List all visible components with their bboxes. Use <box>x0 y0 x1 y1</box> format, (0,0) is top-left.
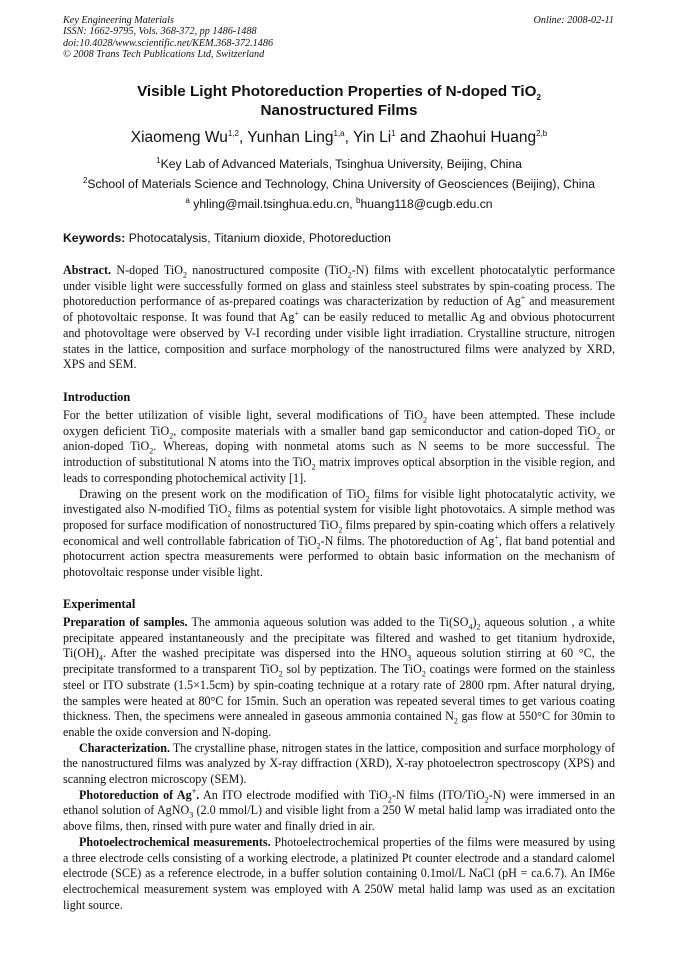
subsection-label: Photoelectrochemical measurements. <box>79 834 271 849</box>
title-line-1 <box>63 82 615 101</box>
subscript: 2 <box>421 669 426 679</box>
author-affil-mark: 2,b <box>536 128 548 138</box>
subscript: 4 <box>98 653 103 663</box>
journal-header <box>63 15 273 61</box>
subscript: 2 <box>311 462 316 472</box>
subsection-label <box>79 788 199 802</box>
text-run: or anion-doped TiO <box>63 423 615 454</box>
subscript: 2 <box>476 622 481 632</box>
subscript: 2 <box>182 270 187 280</box>
author-affil-mark: 1,2 <box>227 128 239 138</box>
affil-text: Key Lab of Advanced Materials, Tsinghua University, Beijing, China <box>160 157 522 171</box>
text-run: -N films. The photoreduction of Ag <box>320 533 495 548</box>
superscript: + <box>294 309 299 319</box>
subscript: 3 <box>407 653 412 663</box>
section-heading-experimental: Experimental <box>63 597 136 611</box>
author-list <box>63 128 615 148</box>
subscript: 2 <box>365 493 370 503</box>
paragraph <box>63 615 615 741</box>
text-run: , flat band potential and photocurrent action spectra measurements were performed to obtain basic information on the mechanism of photovoltaic response under visible light. <box>63 533 615 580</box>
subscript: 2 <box>316 541 321 551</box>
subsection-label: Preparation of samples. <box>63 615 188 629</box>
subscript: 2 <box>387 795 392 805</box>
author-separator: , <box>238 129 248 146</box>
introduction-body <box>63 408 615 581</box>
subscript: 2 <box>347 270 352 280</box>
paragraph <box>63 835 615 914</box>
abstract <box>63 263 615 373</box>
subscript: 3 <box>189 810 194 820</box>
paragraph <box>63 788 615 835</box>
author-emails <box>40 197 638 212</box>
text-run: N-doped TiO <box>111 263 183 277</box>
superscript: + <box>520 293 526 303</box>
paper-title <box>63 82 615 120</box>
text-run: Drawing on the present work on the modification of TiO <box>79 486 366 501</box>
text-run: An ITO electrode modified with TiO <box>199 787 388 802</box>
text-run: -N) were immersed in an ethanol solution of AgNO <box>63 787 616 818</box>
text-run: coatings were formed on the stainless steel or ITO substrate (1.5×1.5cm) by spin-coating technique at a rotary rate of 2800 rpm. After natural drying, the samples were heated at 80°C for 15min. Such an operation was repeated several times to get various coating thickness. Then, the specimens were annealed in gaseous ammonia contained N <box>63 662 616 724</box>
keywords <box>63 231 615 246</box>
text-run: ) <box>472 615 477 629</box>
author-name: Xiaomeng Wu <box>130 129 228 146</box>
subscript: 2 <box>596 431 601 441</box>
journal-copyright: © 2008 Trans Tech Publications Ltd, Switzerland <box>63 49 265 61</box>
text-run: films as potential system for visible light photovotaics. A simple method was proposed for surface modification of nonostructured TiO <box>63 502 615 532</box>
author-name: Zhaohui Huang <box>430 129 537 146</box>
email-link[interactable]: huang118@cugb.edu.cn <box>360 197 493 211</box>
affil-mark: 2 <box>82 175 88 185</box>
email-mark: a <box>185 195 190 205</box>
email-mark: b <box>356 195 361 205</box>
title-line-2: Nanostructured Films <box>260 102 418 119</box>
text-run: Photoelectrochemical properties of the films were measured by using a three electrode cells consisting of a working electrode, a platinized Pt counter electrode and a standard calomel electrode (SCE) as a reference electrode, in a buffer solution containing 0.1mol/L NaCl (pH = ca.6.7). An IM6e electrochemical measurement system was employed with A 250W metal halid lamp was used as an excitation light source. <box>63 834 615 912</box>
keywords-label: Keywords: <box>63 231 126 245</box>
text-run: can be easily reduced to metallic Ag and obvious photocurrent and photovoltage were observed by V-I recording under visible light irradiation. Crystalline structure, nitrogen states in the lattice, composition and surface morphology of the nanostructured films were analyzed by XRD, XPS and SEM. <box>63 310 615 372</box>
paragraph <box>63 741 615 788</box>
affil-text: School of Materials Science and Technology, China University of Geosciences (Beijing), China <box>87 177 596 191</box>
text-run: , composite materials with a smaller band gap semiconductor and cation-doped TiO <box>173 423 597 438</box>
journal-name: Key Engineering Materials <box>63 15 174 26</box>
author-affil-mark: 1,a <box>333 128 345 138</box>
paragraph <box>63 487 615 581</box>
subscript: 2 <box>278 669 283 679</box>
text-run: For the better utilization of visible light, several modifications of TiO <box>63 408 424 422</box>
subsection-label: Characterization. <box>79 740 171 755</box>
journal-doi: doi:10.4028/www.scientific.net/KEM.368-372.1486 <box>63 37 274 49</box>
text-run: . After the washed precipitate was dispersed into the HNO <box>102 646 408 661</box>
label-text: Photoreduction of Ag <box>79 787 192 802</box>
experimental-body <box>63 615 615 913</box>
superscript: + <box>494 532 499 542</box>
section-heading-introduction: Introduction <box>63 390 131 404</box>
text-run: (2.0 mmol/L) and visible light from a 250 W metal halid lamp was irradiated onto the above films, then, rinsed with pure water and finally dried in air. <box>63 803 615 834</box>
subscript: 2 <box>227 509 232 519</box>
text-run: aqueous solution stirring at 60 °C, the precipitate transformed to a transparent TiO <box>63 646 615 677</box>
text-run: aqueous solution , a white precipitate appeared instantaneously and the precipitate was filtered and washed to get titanium hydroxide, Ti(OH) <box>63 615 616 661</box>
affiliation-2 <box>40 177 638 192</box>
text-run: gas flow at 550°C for 30min to enable the oxide conversion and N-doping. <box>63 709 616 739</box>
text-run: and measurement of photovoltaic response. It was found that Ag <box>63 294 615 325</box>
label-text: . <box>196 787 200 802</box>
text-run: . Whereas, doping with nonmetal atoms such as N seems to be more successful. The introduction of substitutional N atoms into the TiO <box>63 439 615 470</box>
subscript: 2 <box>453 716 458 726</box>
text-run: matrix improves optical absorption in the visible region, and leads to corresponding photochemical activity [1]. <box>63 455 615 485</box>
superscript: + <box>191 786 197 796</box>
text-run: films for visible light photocatalytic activity, we investigated also N-modified TiO <box>63 486 615 517</box>
subscript: 2 <box>484 795 489 805</box>
online-date: Online: 2008-02-11 <box>533 15 614 26</box>
keywords-text: Photocatalysis, Titanium dioxide, Photoreduction <box>125 231 391 245</box>
journal-issn: ISSN: 1662-9795, Vols. 368-372, pp 1486-1488 <box>63 26 257 38</box>
text-run: nanostructured composite (TiO <box>186 263 348 277</box>
author-separator: and <box>395 129 431 146</box>
subscript: 2 <box>169 431 174 441</box>
text-run: -N films (ITO/TiO <box>391 787 485 802</box>
author-affil-mark: 1 <box>391 128 396 138</box>
subscript: 2 <box>149 446 154 456</box>
text-run: The crystalline phase, nitrogen states in the lattice, composition and surface morphology of the nanostructured films was analyzed by X-ray diffraction (XRD), X-ray photoelectron spectroscopy (XPS) and scanning electron microscopy (SEM). <box>63 740 615 787</box>
paragraph <box>63 408 615 487</box>
text-run: films prepared by spin-coating which offers a relatively economical and well controllable fabrication of TiO <box>63 517 616 548</box>
text-run: The ammonia aqueous solution was added to the Ti(SO <box>187 615 469 629</box>
subscript: 2 <box>423 415 428 425</box>
author-separator: , <box>344 129 353 146</box>
text-run: have been attempted. These include oxygen deficient TiO <box>63 408 615 438</box>
author-name: Yunhan Ling <box>247 129 334 146</box>
affiliation-1 <box>40 157 638 172</box>
subscript: 2 <box>338 525 343 535</box>
email-link[interactable]: yhling@mail.tsinghua.edu.cn, <box>189 197 357 211</box>
text-run: -N) films with excellent photocatalytic performance under visible light were successfully formed on glass and stainless steel substrates by spin-coating process. The photoreduction performance of as-prepared coatings was characterization by reduction of Ag <box>63 263 615 309</box>
abstract-label: Abstract. <box>63 263 112 277</box>
text-run: sol by peptization. The TiO <box>282 662 422 677</box>
title-subscript: 2 <box>536 93 541 103</box>
affil-mark: 1 <box>156 155 161 165</box>
author-name: Yin Li <box>352 129 392 146</box>
title-text: Visible Light Photoreduction Properties of N-doped TiO <box>137 83 537 100</box>
subscript: 4 <box>468 622 473 632</box>
